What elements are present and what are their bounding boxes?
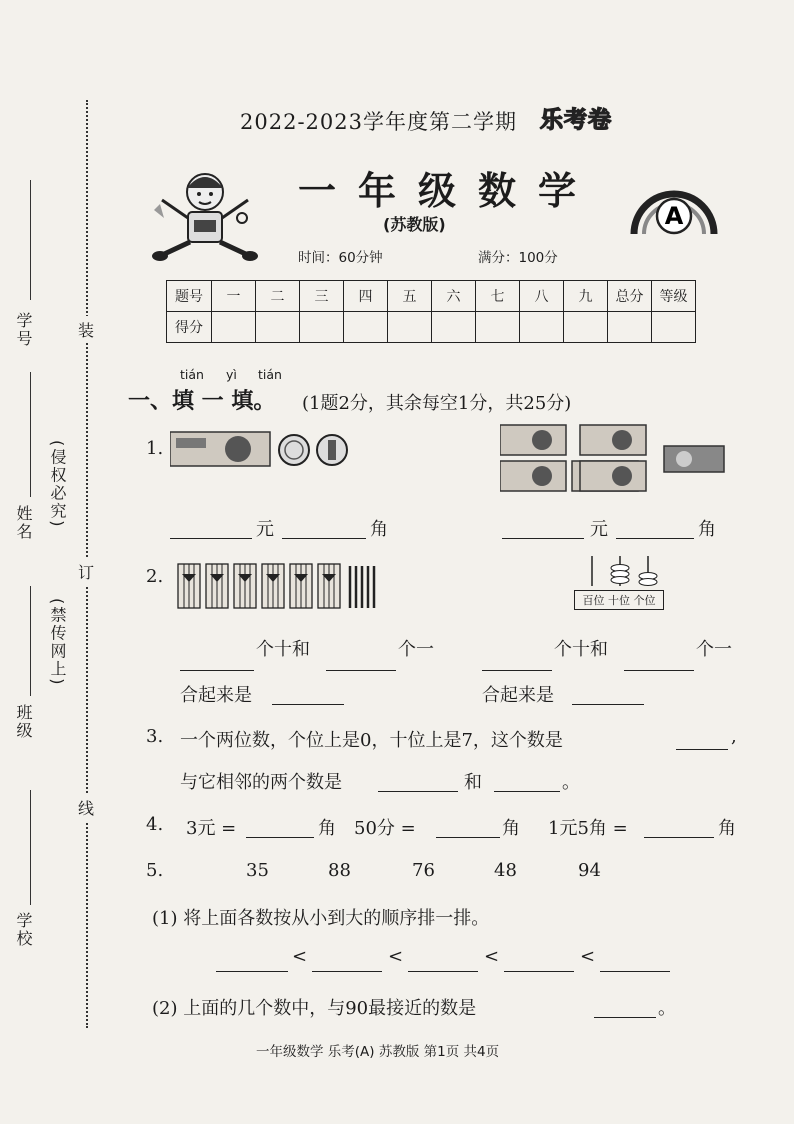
score-input-cell[interactable]: [300, 312, 344, 343]
q1-left-yuan-unit: 元: [256, 519, 274, 540]
q2-left-tens-text: 个十和: [256, 639, 310, 660]
score-cell-header: 五: [388, 281, 432, 312]
q1-right-jiao-unit: 角: [698, 519, 716, 540]
q1-left-jiao-blank[interactable]: [282, 520, 366, 539]
q1-number: 1.: [146, 438, 164, 459]
exam-title: 一年级数学: [298, 168, 599, 213]
section-one-scoring: (1题2分，其余每空1分，共25分): [302, 393, 572, 414]
score-input-cell[interactable]: [564, 312, 608, 343]
q1-money-right-image: [500, 424, 726, 496]
q4-number: 4.: [146, 814, 164, 835]
pinyin-tian-1: tián: [180, 367, 204, 382]
q4-c-unit: 角: [718, 818, 736, 839]
q2-right-combined-blank[interactable]: [572, 686, 644, 705]
q1-left-jiao-unit: 角: [370, 519, 388, 540]
q5-lt: <: [580, 946, 596, 967]
score-cell-header: 总分: [608, 281, 652, 312]
q4-c-blank[interactable]: [644, 819, 714, 838]
badge-letter: A: [664, 202, 684, 230]
class-field[interactable]: [30, 586, 31, 696]
score-table-score-row: [167, 312, 696, 343]
grade-a-badge: [628, 176, 720, 236]
q5-lt: <: [484, 946, 500, 967]
q5-lt: <: [388, 946, 404, 967]
score-cell-header: 七: [476, 281, 520, 312]
q5-number-item: 48: [494, 860, 517, 881]
school-field[interactable]: [30, 790, 31, 905]
score-table: [166, 280, 696, 343]
q2-left-ones-text: 个一: [398, 639, 434, 660]
q5-closest-blank[interactable]: [594, 999, 656, 1018]
q3-neighbor2-blank[interactable]: [494, 773, 560, 792]
q5-number-item: 35: [246, 860, 269, 881]
q2-left-tens-blank[interactable]: [180, 652, 254, 671]
label-name: 姓名: [14, 505, 33, 541]
q3-number-blank[interactable]: [676, 731, 728, 750]
q5-order-blank-1[interactable]: [216, 953, 288, 972]
score-input-cell[interactable]: [520, 312, 564, 343]
q2-left-combined-text: 合起来是: [180, 685, 252, 706]
score-cell-header: 四: [344, 281, 388, 312]
q2-left-combined-blank[interactable]: [272, 686, 344, 705]
q2-sticks-bundle-image: [176, 560, 386, 612]
score-input-cell[interactable]: [388, 312, 432, 343]
exam-time: 时间：60分钟: [298, 250, 383, 266]
q2-left-ones-blank[interactable]: [326, 652, 396, 671]
pinyin-tian-2: tián: [258, 367, 282, 382]
q2-right-tens-text: 个十和: [554, 639, 608, 660]
score-cell-header: 二: [256, 281, 300, 312]
exam-full-score: 满分：100分: [478, 250, 558, 266]
q5-order-blank-3[interactable]: [408, 953, 478, 972]
q5-order-blank-4[interactable]: [504, 953, 574, 972]
q4-b-text: 50分 =: [354, 818, 416, 839]
binding-mark-xian: 线: [78, 794, 94, 821]
section-one-title: 一、填 一 填。: [128, 389, 276, 414]
q3-line1: 一个两位数，个位上是0，十位上是7，这个数是: [180, 730, 563, 751]
score-input-cell[interactable]: [344, 312, 388, 343]
score-cell-header: 六: [432, 281, 476, 312]
score-cell-header: 一: [212, 281, 256, 312]
score-input-cell[interactable]: [608, 312, 652, 343]
q3-end: 。: [562, 772, 580, 793]
score-input-cell[interactable]: [652, 312, 696, 343]
label-school: 学校: [14, 912, 33, 948]
score-input-cell[interactable]: [432, 312, 476, 343]
q1-left-yuan-blank[interactable]: [170, 520, 252, 539]
score-input-cell[interactable]: [212, 312, 256, 343]
binding-mark-ding: 订: [78, 558, 94, 585]
q2-right-tens-blank[interactable]: [482, 652, 552, 671]
q5-number: 5.: [146, 860, 164, 881]
q2-abacus-image: [574, 554, 666, 594]
name-field[interactable]: [30, 372, 31, 497]
q5-sub2: (2) 上面的几个数中，与90最接近的数是: [152, 998, 477, 1019]
score-table-header-row: [167, 281, 696, 312]
q3-number: 3.: [146, 726, 164, 747]
note-no-upload: (禁传网上): [48, 598, 67, 687]
page-footer: 一年级数学 乐考(A) 苏教版 第1页 共4页: [256, 1044, 500, 1060]
q3-neighbor1-blank[interactable]: [378, 773, 458, 792]
score-row-label: 得分: [167, 312, 212, 343]
pinyin-yi: yì: [226, 367, 237, 382]
q2-right-ones-blank[interactable]: [624, 652, 694, 671]
q3-line2b: 和: [464, 772, 482, 793]
note-copyright: (侵权必究): [48, 440, 67, 529]
q2-right-ones-text: 个一: [696, 639, 732, 660]
q1-right-yuan-blank[interactable]: [502, 520, 584, 539]
q5-end: 。: [658, 998, 676, 1019]
q5-number-item: 76: [412, 860, 435, 881]
q5-lt: <: [292, 946, 308, 967]
q5-sub1: (1) 将上面各数按从小到大的顺序排一排。: [152, 908, 490, 929]
q3-comma: ,: [731, 726, 737, 747]
q4-a-blank[interactable]: [246, 819, 314, 838]
student-cartoon-illustration: [150, 160, 260, 264]
score-input-cell[interactable]: [476, 312, 520, 343]
q4-b-blank[interactable]: [436, 819, 500, 838]
q4-b-unit: 角: [502, 818, 520, 839]
q5-number-item: 94: [578, 860, 601, 881]
score-cell-header: 题号: [167, 281, 212, 312]
q2-right-combined-text: 合起来是: [482, 685, 554, 706]
q1-right-yuan-unit: 元: [590, 519, 608, 540]
student-id-field[interactable]: [30, 180, 31, 300]
q4-c-text: 1元5角 =: [548, 818, 628, 839]
score-cell-header: 三: [300, 281, 344, 312]
score-cell-header: 八: [520, 281, 564, 312]
score-input-cell[interactable]: [256, 312, 300, 343]
score-cell-header: 等级: [652, 281, 696, 312]
q5-order-blank-5[interactable]: [600, 953, 670, 972]
q3-line2a: 与它相邻的两个数是: [180, 772, 342, 793]
q5-order-blank-2[interactable]: [312, 953, 382, 972]
q5-number-item: 88: [328, 860, 351, 881]
q1-money-left-image: [170, 430, 360, 470]
binding-mark-zhuang: 装: [78, 316, 94, 343]
edition-label: (苏教版): [383, 215, 446, 234]
q4-a-text: 3元 =: [186, 818, 237, 839]
brand-title: 乐考卷: [540, 107, 612, 133]
q2-abacus-label: 百位 十位 个位: [574, 590, 664, 610]
year-term: 2022-2023学年度第二学期: [240, 110, 517, 134]
q2-number: 2.: [146, 566, 164, 587]
q1-right-jiao-blank[interactable]: [616, 520, 694, 539]
label-student-id: 学号: [14, 312, 33, 348]
label-class: 班级: [14, 704, 33, 740]
score-cell-header: 九: [564, 281, 608, 312]
q4-a-unit: 角: [318, 818, 336, 839]
